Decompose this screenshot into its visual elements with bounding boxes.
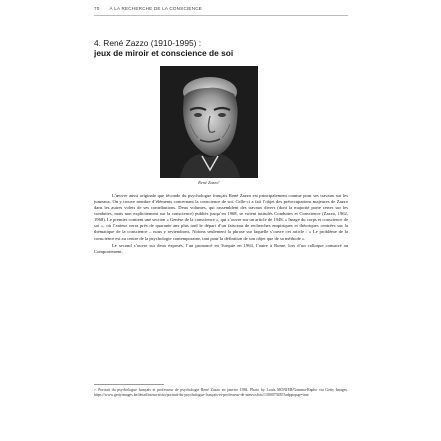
- section-subtitle: jeux de miroir et conscience de soi: [94, 48, 234, 58]
- paragraph: Le second s’ouvre sur deux exposés, l’un prononcé en Turquie en 1963, l’autre à Rome, lors d’un colloque consacré au Comportement,: [94, 242, 348, 254]
- footnote: [94, 388, 348, 424]
- section-heading: [94, 38, 348, 58]
- header-rule: [94, 15, 348, 16]
- footnote-rule: [94, 384, 164, 385]
- body-text: [94, 193, 348, 377]
- footnote-number: 7.: [94, 388, 97, 392]
- photo-caption: René Zazzo⁷: [198, 180, 220, 185]
- section-title: 4. René Zazzo (1910-1995) :: [94, 38, 202, 48]
- paragraph: L’œuvre aussi originale que féconde du psychologue français René Zazzo est principalement connue pour ses travaux sur les jumeaux. On y trouve nombre d’éléments concernant la conscience de soi. Celle-ci a fait l’objet des préoccupations majeures de Zazzo dans les autres volets de ses contributions. Deux volumes, qui rassemblent des travaux divers (dont la majorité porte certes sur les conduites, mais non explicitement sur la conscience) publiés jusqu’en 1968, se voient intitulés Conduites et Conscience (Zazzo, 1962, 1968). Le premier contient une section « Genèse de la conscience », qui s’ouvre sur un article de 1948, « Image du corps et conscience de soi », où l’auteur verra près de quarante ans plus tard le départ d’un faisceau de recherches empiriques et théoriques centrées sur la thématique de la conscience – nous y reviendrons. Notons seulement la phrase sur laquelle s’ouvre cet article : « Le problème de la conscience est au centre de la psychologie contemporaine, tant pour la définition de son objet que de sa méthode ».: [94, 193, 348, 241]
- footnote-text: Portrait du psychologue français et professeur de psychologie René Zazzo en janvier 1984. Photo by Louis MONIER/Gamma-Rapho via Getty Images. https://www.gettyimages.be/detail/nieuwsfoto/portrait-du-psychologue-français-et-professeur-de-nieuwsfoto/1300079285?adppopup=true: [94, 388, 348, 398]
- portrait-photo: [160, 66, 258, 178]
- running-header: [94, 6, 354, 11]
- running-title: À LA RECHERCHE DE LA CONSCIENCE: [109, 6, 202, 11]
- page-number: 70: [94, 6, 100, 11]
